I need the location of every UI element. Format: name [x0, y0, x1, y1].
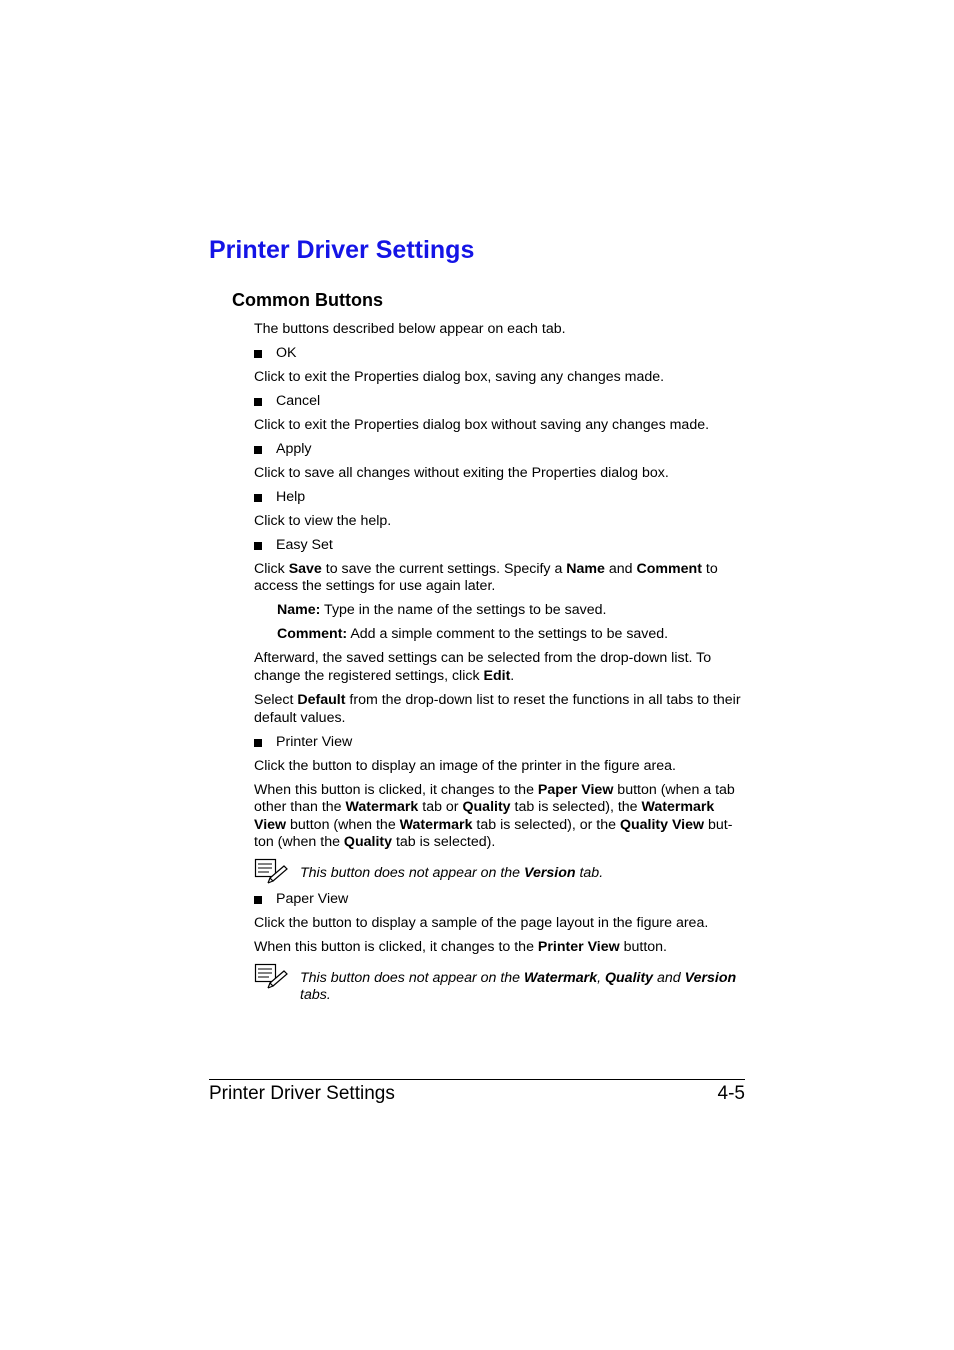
- intro-text: The buttons described below appear on each tab.: [254, 321, 566, 337]
- bullet-label: Paper View: [276, 890, 349, 907]
- bullet-label: OK: [276, 344, 297, 361]
- help-description: Click to view the help.: [254, 512, 392, 529]
- bullet-label: Cancel: [276, 392, 321, 409]
- square-bullet-icon: [254, 494, 262, 502]
- footer-divider: [209, 1079, 745, 1080]
- bullet-paper-view: [254, 891, 746, 909]
- footer-title: Printer Driver Settings: [209, 1083, 395, 1104]
- note-printer-view: [254, 858, 746, 884]
- comment-definition: Comment: Add a simple comment to the settings to be saved.: [277, 626, 669, 643]
- section-title: Common Buttons: [232, 290, 383, 310]
- bullet-label: Help: [276, 488, 306, 505]
- bullet-apply: [254, 441, 746, 459]
- apply-description: Click to save all changes without exiting the Properties dialog box.: [254, 464, 669, 481]
- note-text: This button does not appear on the Version tab.: [300, 865, 604, 882]
- bullet-label: Printer View: [276, 733, 353, 750]
- note-text: This button does not appear on the Watermark, Quality and Version tabs.: [300, 969, 737, 1004]
- note-pencil-icon: [254, 963, 290, 989]
- square-bullet-icon: [254, 896, 262, 904]
- paper-view-paragraph: When this button is clicked, it changes to the Printer View button.: [254, 938, 667, 955]
- easy-set-paragraph: Click Save to save the current settings. Specify a Name and Comment to access the settings for use again later.: [254, 560, 718, 595]
- bullet-ok: [254, 345, 746, 363]
- page-number: 4-5: [717, 1083, 745, 1104]
- square-bullet-icon: [254, 446, 262, 454]
- page-title: Printer Driver Settings: [209, 236, 475, 264]
- bullet-label: Apply: [276, 440, 312, 457]
- paper-view-description: Click the button to display a sample of the page layout in the figure area.: [254, 914, 709, 931]
- square-bullet-icon: [254, 542, 262, 550]
- printer-view-description: Click the button to display an image of the printer in the figure area.: [254, 757, 676, 774]
- name-definition: Name: Type in the name of the settings to be saved.: [277, 602, 607, 619]
- note-pencil-icon: [254, 858, 290, 884]
- printer-view-paragraph: When this button is clicked, it changes to the Paper View button (when a tab other than the Watermark tab or Quality tab is selected), the Watermark View button (when the Watermark tab is selected), or the Quality View but-ton (when the Quality tab is selected).: [254, 781, 735, 851]
- square-bullet-icon: [254, 350, 262, 358]
- afterward-paragraph: Afterward, the saved settings can be selected from the drop-down list. To change the registered settings, click Edit.: [254, 650, 712, 684]
- bullet-printer-view: [254, 734, 746, 752]
- ok-description: Click to exit the Properties dialog box, saving any changes made.: [254, 368, 665, 385]
- bullet-easy-set: [254, 537, 746, 555]
- square-bullet-icon: [254, 398, 262, 406]
- bullet-label: Easy Set: [276, 536, 333, 553]
- cancel-description: Click to exit the Properties dialog box without saving any changes made.: [254, 416, 710, 433]
- square-bullet-icon: [254, 739, 262, 747]
- body-content: [254, 321, 746, 1011]
- default-paragraph: Select Default from the drop-down list to reset the functions in all tabs to their default values.: [254, 691, 741, 726]
- note-paper-view: [254, 963, 746, 1005]
- bullet-help: [254, 489, 746, 507]
- bullet-cancel: [254, 393, 746, 411]
